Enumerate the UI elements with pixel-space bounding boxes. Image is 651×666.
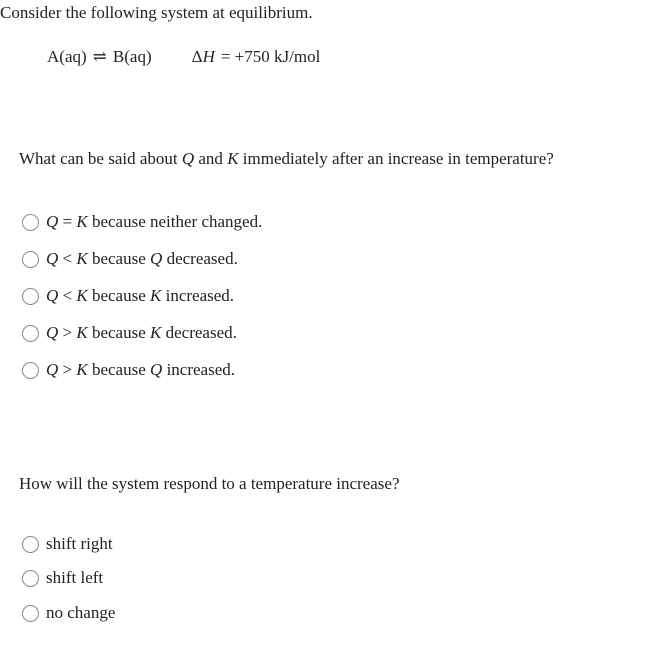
q1-option-5[interactable] — [22, 360, 235, 380]
q1-option-4[interactable] — [22, 323, 237, 343]
q1-option-2-label: Q < K because Q decreased. — [46, 249, 238, 268]
q2-option-label: shift right — [46, 534, 113, 553]
product: B(aq) — [112, 47, 152, 66]
q2-option-shift-right[interactable] — [22, 534, 113, 554]
radio-button[interactable] — [22, 288, 39, 305]
q1-option-4-label: Q > K because K decreased. — [46, 323, 237, 342]
reactant: A(aq) — [47, 47, 87, 66]
equilibrium-arrow-icon: ⇌ — [92, 47, 107, 66]
radio-button[interactable] — [22, 325, 39, 342]
q1-option-1-label: Q = K because neither changed. — [46, 212, 263, 231]
q1-option-3-label: Q < K because K increased. — [46, 286, 235, 305]
intro-text: Consider the following system at equilibrium. — [0, 3, 313, 22]
enthalpy-value: = +750 kJ/mol — [220, 47, 321, 66]
q2-option-shift-left[interactable] — [22, 568, 103, 588]
question-1-text: What can be said about Q and K immediately after an increase in temperature? — [19, 149, 554, 168]
q1-option-1[interactable] — [22, 212, 262, 232]
q2-option-no-change[interactable] — [22, 603, 115, 623]
radio-button[interactable] — [22, 570, 39, 587]
radio-button[interactable] — [22, 362, 39, 379]
q1-option-3[interactable] — [22, 286, 234, 306]
q1-option-2[interactable] — [22, 249, 238, 269]
q2-option-label: shift left — [46, 568, 104, 587]
equilibrium-equation — [47, 47, 320, 67]
enthalpy-symbol: ΔH — [191, 47, 215, 66]
radio-button[interactable] — [22, 251, 39, 268]
radio-button[interactable] — [22, 605, 39, 622]
radio-button[interactable] — [22, 536, 39, 553]
q2-option-label: no change — [46, 603, 116, 622]
question-2-text: How will the system respond to a temperature increase? — [19, 474, 400, 493]
q1-option-5-label: Q > K because Q increased. — [46, 360, 235, 379]
radio-button[interactable] — [22, 214, 39, 231]
